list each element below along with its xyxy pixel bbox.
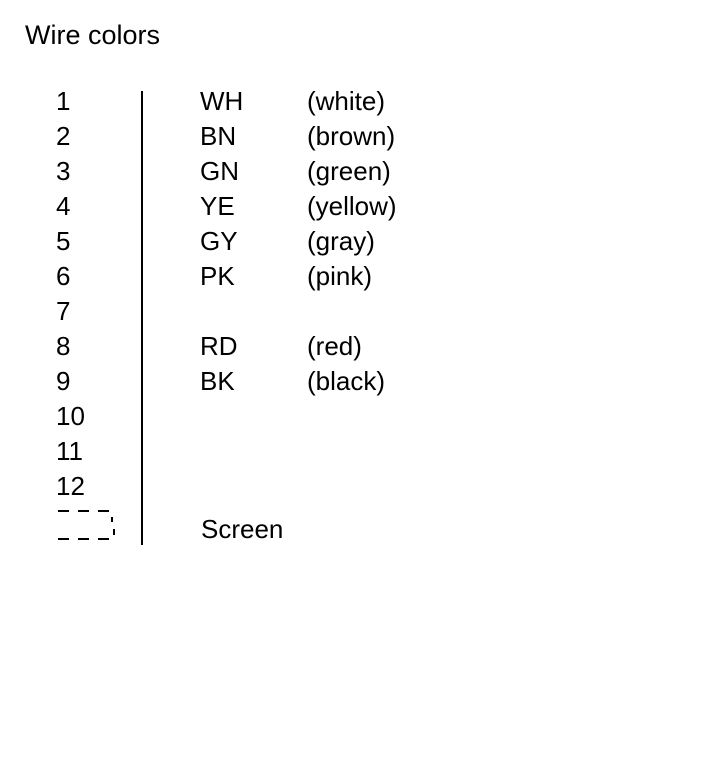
color-name: (yellow) xyxy=(307,191,397,221)
color-code: RD xyxy=(200,331,238,361)
column-divider xyxy=(141,91,143,545)
pin-number: 2 xyxy=(56,121,71,151)
pin-number: 11 xyxy=(56,436,83,466)
pin-number: 12 xyxy=(56,471,85,501)
pin-number: 3 xyxy=(56,156,71,186)
wire-row-1 xyxy=(0,85,709,120)
color-name: (red) xyxy=(307,331,362,361)
pin-number: 6 xyxy=(56,261,71,291)
wire-row-5 xyxy=(0,225,709,260)
color-code: GN xyxy=(200,156,239,186)
wire-row-10 xyxy=(0,400,709,435)
pin-number: 1 xyxy=(56,86,71,116)
color-name: (white) xyxy=(307,86,386,116)
wire-row-2 xyxy=(0,120,709,155)
pin-number: 9 xyxy=(56,366,71,396)
color-name: (brown) xyxy=(307,121,396,151)
pin-number: 8 xyxy=(56,331,71,361)
wire-row-8 xyxy=(0,330,709,365)
wire-color-list xyxy=(0,85,709,505)
color-code: BK xyxy=(200,366,235,396)
screen-label: Screen xyxy=(201,514,284,544)
wire-row-3 xyxy=(0,155,709,190)
color-code: PK xyxy=(200,261,235,291)
wire-row-11 xyxy=(0,435,709,470)
pin-number: 5 xyxy=(56,226,71,256)
color-code: WH xyxy=(200,86,244,116)
screen-shield-icon xyxy=(57,508,119,542)
color-code: YE xyxy=(200,191,235,221)
pin-number: 7 xyxy=(56,296,71,326)
color-code: GY xyxy=(200,226,238,256)
color-name: (green) xyxy=(307,156,391,186)
wire-row-7 xyxy=(0,295,709,330)
wire-row-4 xyxy=(0,190,709,225)
wire-row-6 xyxy=(0,260,709,295)
color-name: (pink) xyxy=(307,261,373,291)
color-name: (gray) xyxy=(307,226,375,256)
color-name: (black) xyxy=(307,366,386,396)
wire-row-12 xyxy=(0,470,709,505)
pin-number: 10 xyxy=(56,401,85,431)
color-code: BN xyxy=(200,121,237,151)
wire-row-9 xyxy=(0,365,709,400)
pin-number: 4 xyxy=(56,191,71,221)
diagram-title: Wire colors xyxy=(25,20,161,50)
